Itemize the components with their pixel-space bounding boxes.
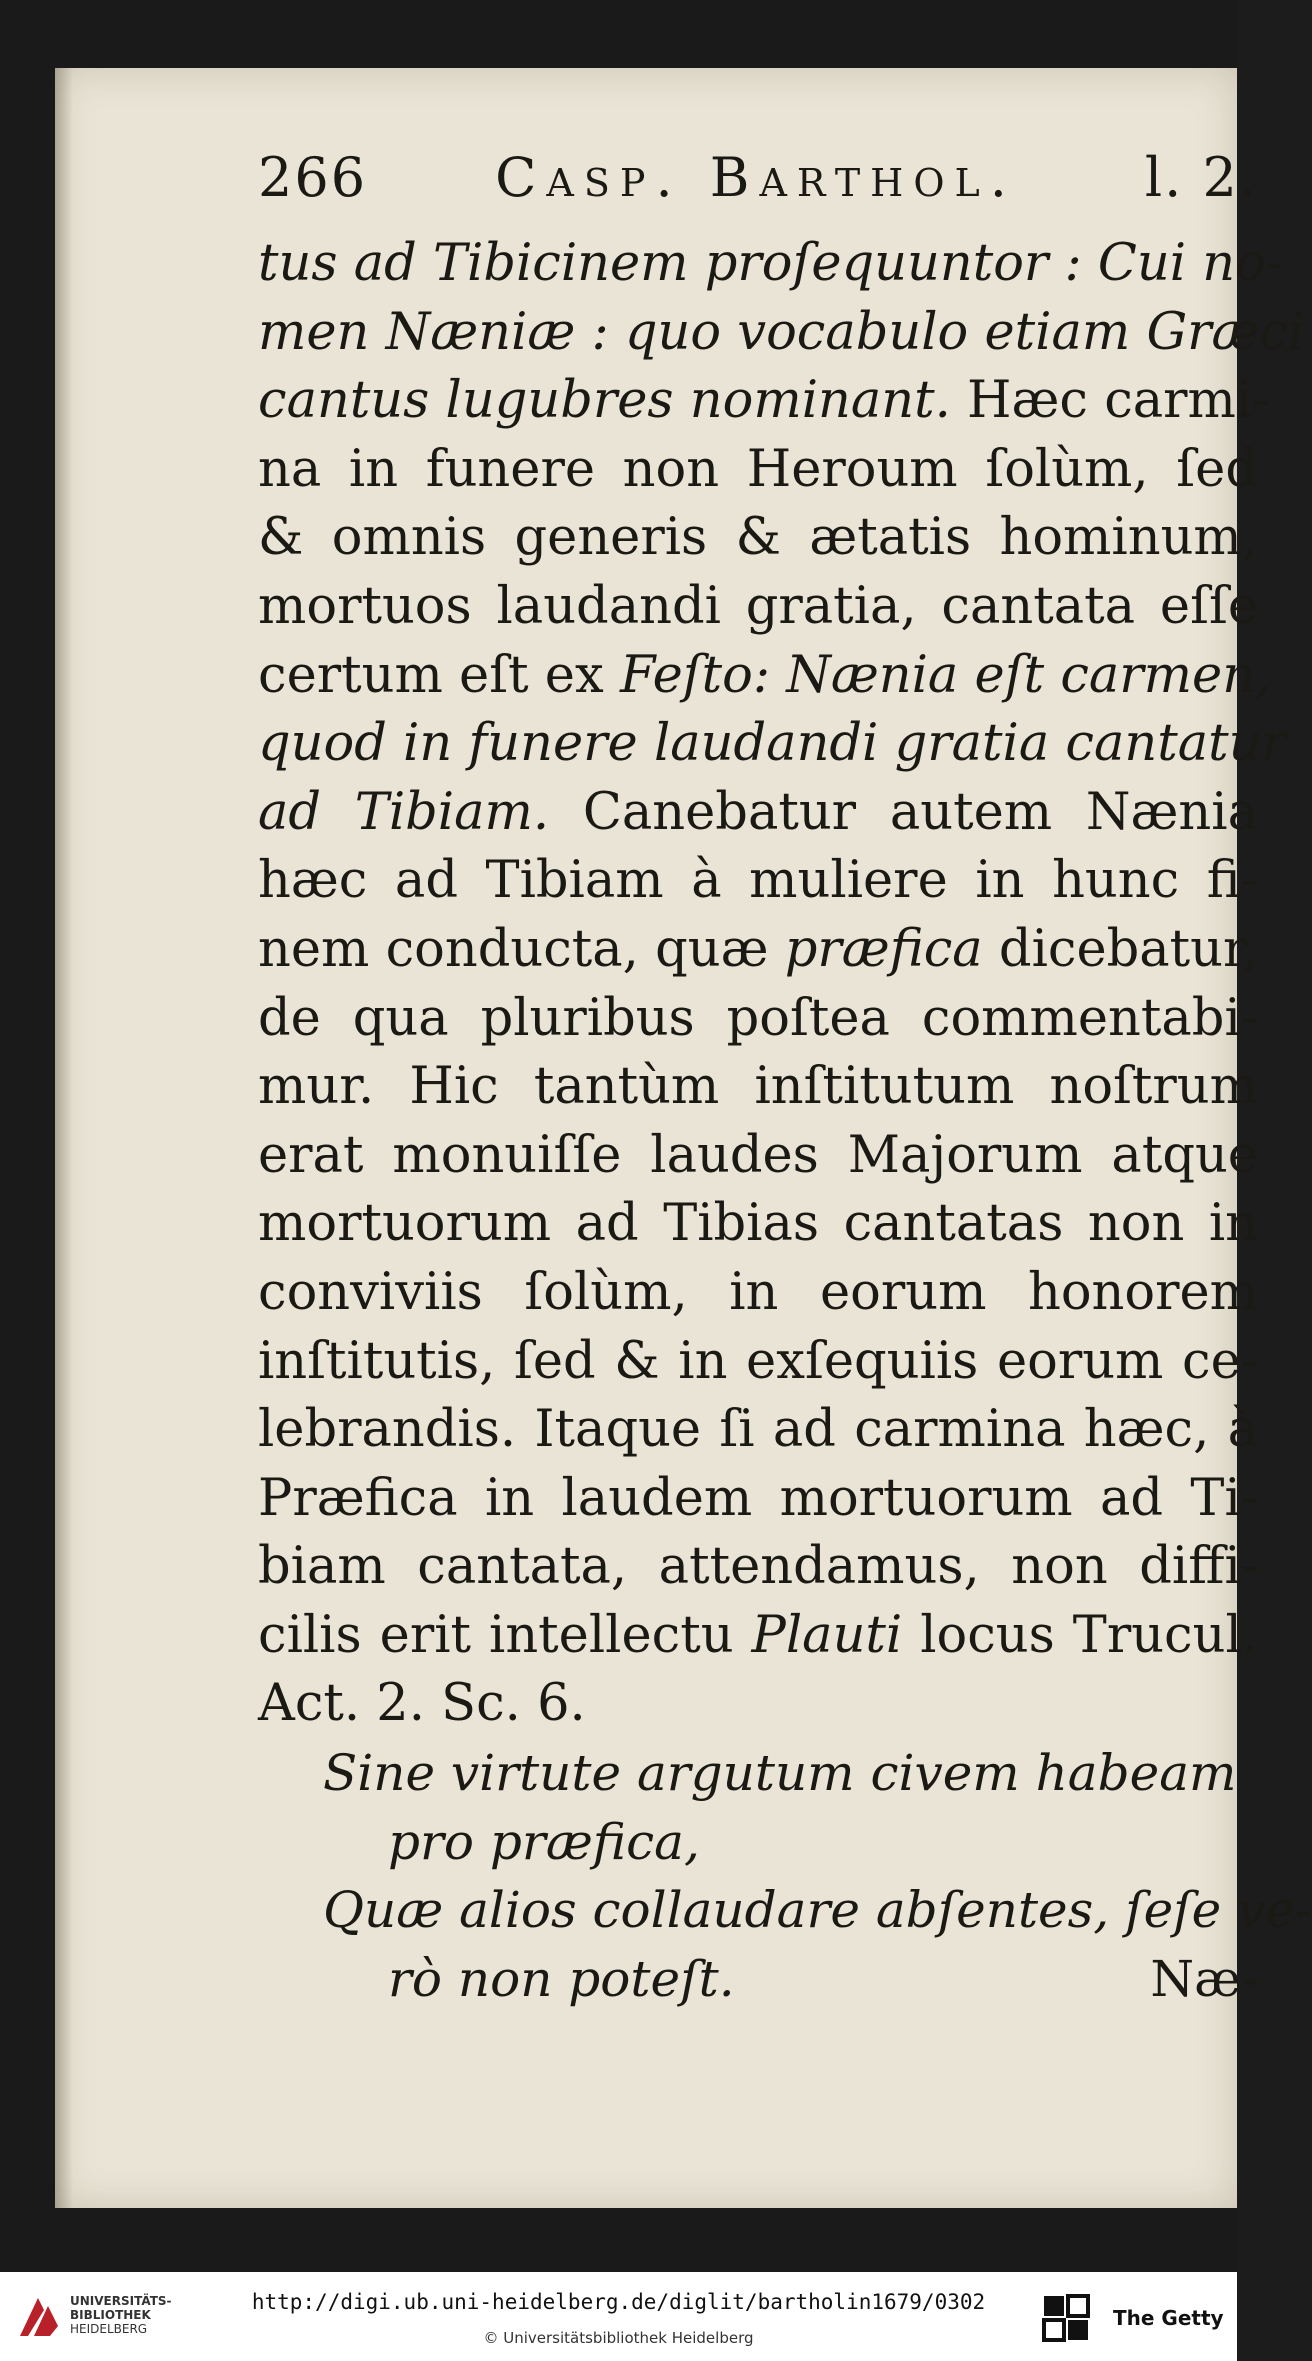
text-line bbox=[258, 1328, 1258, 1397]
text-line bbox=[258, 367, 1270, 436]
roman-text: hæc ad Tibiam à muliere in hunc fi- bbox=[258, 851, 1258, 911]
roman-text: conviviis ſolùm, in eorum honorem bbox=[258, 1262, 1258, 1322]
text-line bbox=[258, 573, 1258, 642]
text-line bbox=[258, 299, 1305, 368]
text-line bbox=[258, 1533, 1258, 1602]
roman-text: Præfica in laudem mortuorum ad Ti- bbox=[258, 1468, 1258, 1528]
roman-text: inſtitutis, ſed & in exſequiis eorum ce- bbox=[258, 1331, 1258, 1391]
quote-last-row bbox=[258, 1945, 1258, 2014]
roman-text: mortuos laudandi gratia, cantata eſſe bbox=[258, 576, 1258, 636]
italic-text: ad Tibiam. bbox=[258, 782, 550, 842]
roman-text: nem conducta, quæ bbox=[258, 919, 785, 979]
text-line bbox=[258, 230, 1284, 299]
text-line bbox=[258, 642, 1272, 711]
body-text bbox=[258, 230, 1305, 1739]
text-line bbox=[258, 1465, 1258, 1534]
getty-logo-icon bbox=[1040, 2292, 1092, 2344]
text-line bbox=[258, 1396, 1258, 1465]
roman-text: mur. Hic tantùm inſtitutum noſtrum bbox=[258, 1057, 1258, 1117]
text-line bbox=[258, 1122, 1258, 1191]
roman-text: locus Trucul. bbox=[902, 1605, 1258, 1665]
text-line bbox=[258, 985, 1258, 1054]
institution-line: UNIVERSITÄTS- bbox=[70, 2294, 172, 2308]
roman-text: erat monuiſſe laudes Majorum atque bbox=[258, 1125, 1258, 1185]
italic-text: Plauti bbox=[751, 1605, 903, 1665]
text-line bbox=[258, 1053, 1258, 1122]
roman-text: Canebatur autem Nænia bbox=[549, 782, 1258, 842]
quote-line: Quæ alios collaudare abſentes, ſeſe ve- bbox=[323, 1881, 1312, 1940]
roman-text: Hæc carmi- bbox=[950, 371, 1270, 431]
roman-text: certum eſt ex bbox=[258, 645, 620, 705]
copyright-notice: © Universitätsbibliothek Heidelberg bbox=[483, 2329, 754, 2347]
text-line bbox=[258, 504, 1258, 573]
italic-text: præfica bbox=[784, 919, 983, 979]
italic-text: quod in funere laudandi gratia cantatur bbox=[258, 714, 1286, 774]
italic-text: cantus lugubres nominant. bbox=[258, 371, 951, 431]
text-line bbox=[258, 1602, 1258, 1671]
book-page bbox=[55, 68, 1312, 2208]
text-line bbox=[258, 916, 1258, 985]
verse-quote bbox=[258, 1739, 1312, 2013]
catchword: Næ- bbox=[1150, 1949, 1258, 2008]
text-block bbox=[258, 146, 1312, 2013]
text-line bbox=[258, 779, 1258, 848]
institution-line: HEIDELBERG bbox=[70, 2322, 148, 2336]
italic-text: Feſto: Nænia eſt carmen, bbox=[619, 645, 1272, 705]
partner-name: The Getty bbox=[1113, 2306, 1224, 2330]
text-line bbox=[258, 436, 1258, 505]
section-mark: l. 2. bbox=[1144, 146, 1258, 209]
running-head bbox=[258, 146, 1258, 230]
roman-text: & omnis generis & ætatis hominum, bbox=[258, 508, 1258, 568]
roman-text: dicebatur, bbox=[982, 919, 1259, 979]
roman-text: Act. 2. Sc. 6. bbox=[258, 1674, 586, 1734]
roman-text: mortuorum ad Tibias cantatas non in bbox=[258, 1194, 1258, 1254]
italic-text: men Næniæ : quo vocabulo etiam Græci bbox=[258, 302, 1305, 362]
page-number: 266 bbox=[258, 146, 368, 209]
roman-text: na in funere non Heroum ſolùm, ſed bbox=[258, 439, 1258, 499]
text-line bbox=[258, 1190, 1258, 1259]
running-title: Casp. Barthol. bbox=[495, 146, 1017, 209]
roman-text: biam cantata, attendamus, non diffi- bbox=[258, 1537, 1258, 1597]
institution-line: BIBLIOTHEK bbox=[70, 2308, 151, 2322]
text-line bbox=[258, 710, 1286, 779]
roman-text: de qua pluribus poſtea commentabi- bbox=[258, 988, 1258, 1048]
roman-text: lebrandis. Itaque ſi ad carmina hæc, à bbox=[258, 1400, 1258, 1460]
quote-line: Sine virtute argutum civem habeam bbox=[323, 1744, 1237, 1803]
roman-text: cilis erit intellectu bbox=[258, 1605, 752, 1665]
permalink-url[interactable]: http://digi.ub.uni-heidelberg.de/diglit/bartholin1679/0302 bbox=[251, 2290, 986, 2314]
quote-line: pro præfica, bbox=[388, 1812, 700, 1871]
viewer-footer bbox=[0, 2272, 1237, 2361]
text-line bbox=[258, 1259, 1258, 1328]
text-line bbox=[258, 847, 1258, 916]
quote-line: rò non poteſt. bbox=[388, 1949, 735, 2008]
text-line bbox=[258, 1670, 1258, 1739]
italic-text: tus ad Tibicinem proſequuntor : Cui no- bbox=[258, 234, 1284, 293]
